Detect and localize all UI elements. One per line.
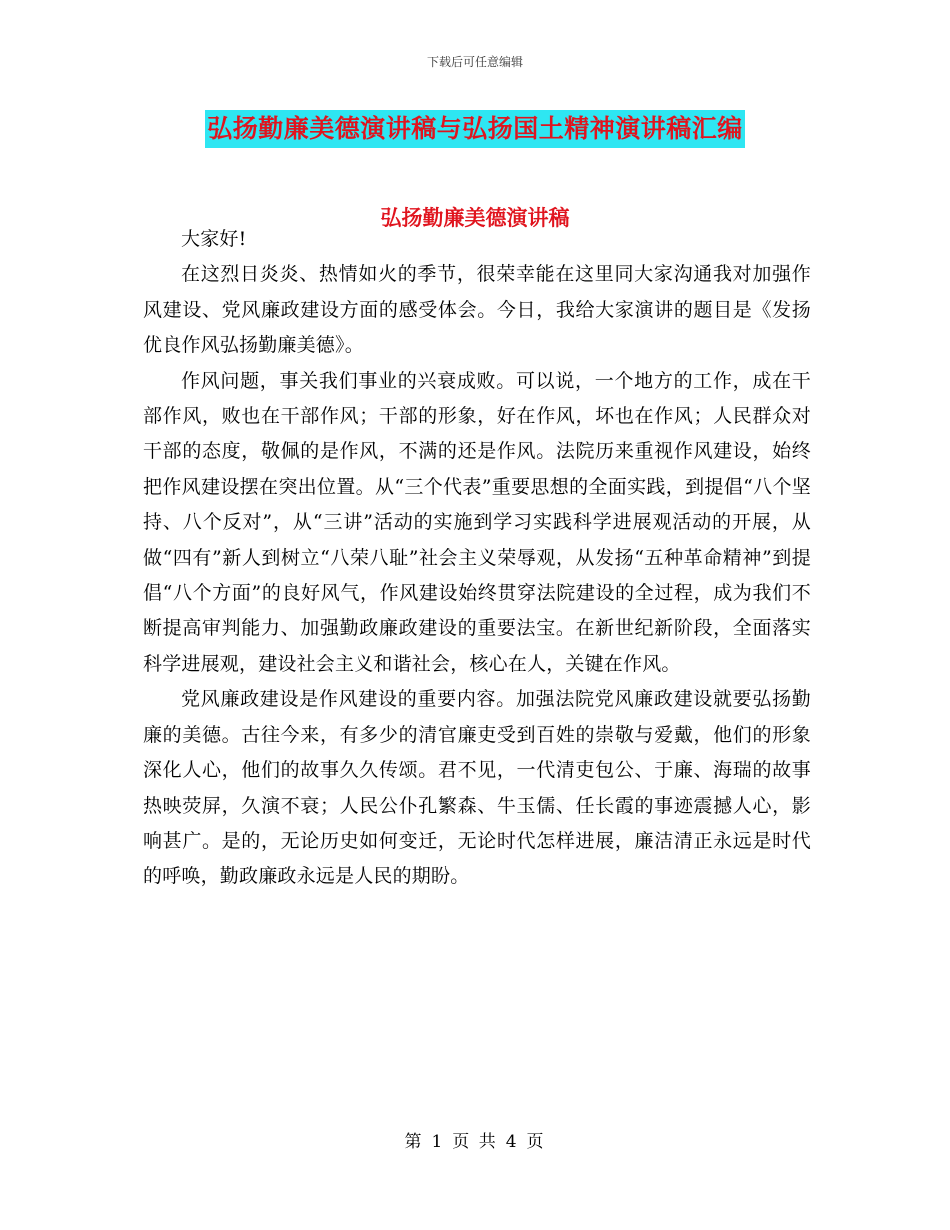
total-pages-number: 4: [505, 1132, 519, 1152]
paragraph: 作风问题，事关我们事业的兴衰成败。可以说，一个地方的工作，成在干部作风，败也在干部作风；干部的形象，好在作风，坏也在作风；人民群众对干部的态度，敬佩的是作风，不满的还是作风。法院历来重视作风建设，始终把作风建设摆在突出位置。从“三个代表”重要思想的全面实践，到提倡“八个坚持、八个反对”，从“三讲”活动的实施到学习实践科学进展观活动的开展，从做“四有”新人到树立“八荣八耻”社会主义荣辱观，从发扬“五种革命精神”到提倡“八个方面”的良好风气，作风建设始终贯穿法院建设的全过程，成为我们不断提高审判能力、加强勤政廉政建设的重要法宝。在新世纪新阶段，全面落实科学进展观，建设社会主义和谐社会，核心在人，关键在作风。: [143, 369, 811, 675]
page-label-suffix: 页: [526, 1132, 546, 1152]
document-title: 弘扬勤廉美德演讲稿与弘扬国土精神演讲稿汇编: [205, 110, 745, 148]
page-label-mid: 页 共: [452, 1132, 498, 1152]
page-label-prefix: 第: [404, 1132, 424, 1152]
header-note: 下载后可任意编辑: [426, 55, 523, 69]
page-footer: [0, 1127, 950, 1152]
document-title-container: [0, 110, 950, 148]
paragraph: 在这烈日炎炎、热情如火的季节，很荣幸能在这里同大家沟通我对加强作风建设、党风廉政建设方面的感受体会。今日，我给大家演讲的题目是《发扬优良作风弘扬勤廉美德》。: [143, 263, 811, 357]
document-body: [143, 222, 811, 895]
paragraph-greeting: 大家好!: [181, 228, 247, 250]
paragraph: 党风廉政建设是作风建设的重要内容。加强法院党风廉政建设就要弘扬勤廉的美德。古往今来，有多少的清官廉吏受到百姓的崇敬与爱戴，他们的形象深化人心，他们的故事久久传颂。君不见，一代清吏包公、于廉、海瑞的故事热映荧屏，久演不衰；人民公仆孔繁森、牛玉儒、任长霞的事迹震撼人心，影响甚广。是的，无论历史如何变迁，无论时代怎样进展，廉洁清正永远是时代的呼唤，勤政廉政永远是人民的期盼。: [143, 688, 811, 888]
current-page-number: 1: [431, 1132, 445, 1152]
section-title: 弘扬勤廉美德演讲稿: [380, 205, 570, 230]
